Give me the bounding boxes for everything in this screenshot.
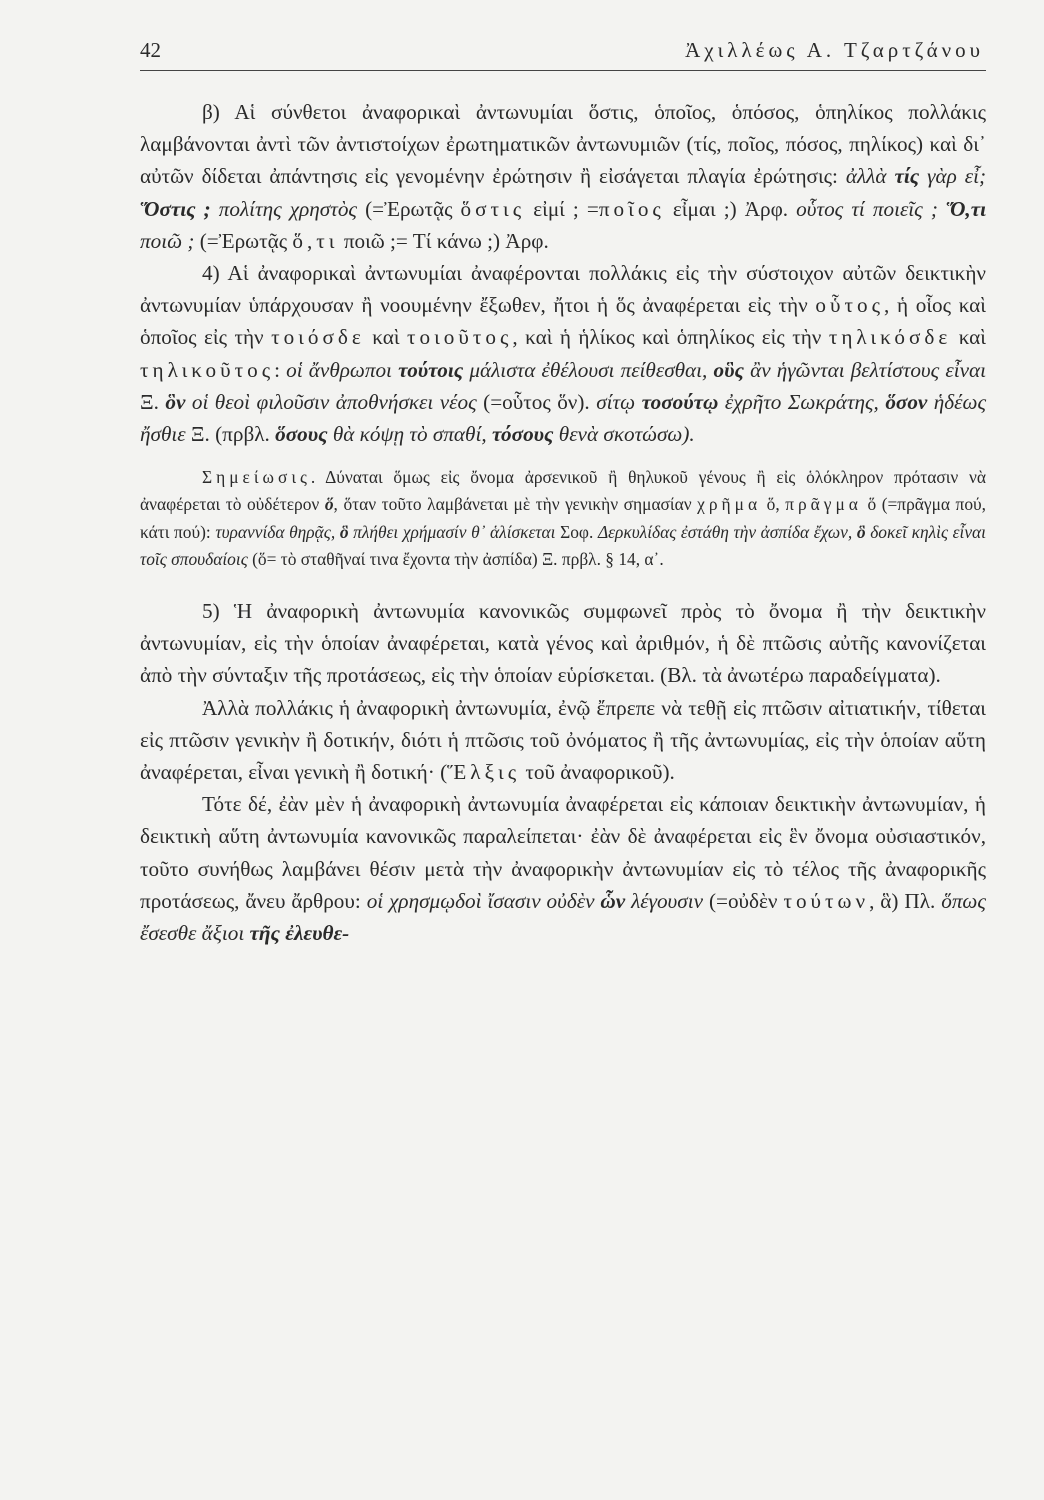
paragraph-compound-relatives: β) Αἱ σύνθετοι ἀναφορικαὶ ἀντωνυμίαι ὅστις, ὁποῖος, ὁπόσος, ὁπηλίκος πολλάκις λαμβάνονται ἀντὶ τῶν ἀντιστοίχων ἐρωτηματικῶν ἀντωνυμιῶν (τίς, ποῖος, πόσος, πηλίκος) καὶ δι᾽ αὐτῶν δίδεται ἀπάντησις εἰς γενομένην ἐρώτησιν ἢ εἰσάγεται πλαγία ἐρώτησις: ἀλλὰ τίς γὰρ εἶ; Ὅστις ; πολίτης χρηστὸς (=Ἐρωτᾷς ὅστις εἰμί ; =ποῖος εἶμαι ;) Ἀρφ. οὗτος τί ποιεῖς ; Ὅ,τι ποιῶ ; (=Ἐρωτᾷς ὅ,τι ποιῶ ;= Τί κάνω ;) Ἀρφ. bbox=[140, 100, 987, 253]
paragraph-omission: Τότε δέ, ἐὰν μὲν ἡ ἀναφορικὴ ἀντωνυμία ἀναφέρεται εἰς κάποιαν δεικτικὴν ἀντωνυμίαν, ἡ δεικτικὴ αὕτη ἀντωνυμία κανονικῶς παραλείπεται· ἐὰν δὲ ἀναφέρεται εἰς ἓν ὄνομα οὐσιαστικόν, τοῦτο συνήθως λαμβάνει θέσιν μετὰ τὴν ἀναφορικὴν ἀντωνυμίαν εἰς τὸ τέλος τῆς ἀναφορικῆς προτάσεως, ἄνευ ἄρθρου: οἱ χρησμῳδοὶ ἴσασιν οὐδὲν ὧν λέγουσιν (=οὐδὲν τούτων, ἃ) Πλ. ὅπως ἔσεσθε ἄξιοι τῆς ἐλευθε- bbox=[140, 792, 986, 946]
running-head: Ἀχιλλέως Α. Τζαρτζάνου bbox=[685, 38, 984, 62]
page-body bbox=[140, 96, 986, 949]
paragraph-5: 5) Ἡ ἀναφορικὴ ἀντωνυμία κανονικῶς συμφωνεῖ πρὸς τὸ ὄνομα ἢ τὴν δεικτικὴν ἀντωνυμίαν, εἰς τὴν ὁποίαν ἀναφέρεται, κατὰ γένος καὶ ἀριθμόν, ἡ δὲ πτῶσις αὐτῆς κανονίζεται ἀπὸ τὴν σύνταξιν τῆς προτάσεως, εἰς τὴν ὁποίαν εὑρίσκεται. (Βλ. τὰ ἀνωτέρω παραδείγματα). bbox=[140, 599, 986, 688]
paragraph-attraction: Ἀλλὰ πολλάκις ἡ ἀναφορικὴ ἀντωνυμία, ἐνῷ ἔπρεπε νὰ τεθῇ εἰς πτῶσιν αἰτιατικήν, τίθεται εἰς πτῶσιν γενικὴν ἢ δοτικήν, διότι ἡ πτῶσις τοῦ ὀνόματος ἢ τῆς ἀντωνυμίας, εἰς τὴν ὁποίαν αὕτη ἀναφέρεται, εἶναι γενικὴ ἢ δοτική· (Ἕλξις τοῦ ἀναφορικοῦ). bbox=[140, 695, 986, 785]
page-number: 42 bbox=[140, 38, 161, 62]
page-header bbox=[140, 36, 986, 71]
paragraph-4: 4) Αἱ ἀναφορικαὶ ἀντωνυμίαι ἀναφέρονται πολλάκις εἰς τὴν σύστοιχον αὐτῶν δεικτικὴν ἀντωνυμίαν ὑπάρχουσαν ἢ νοουμένην ἔξωθεν, ἤτοι ἡ ὅς ἀναφέρεται εἰς τὴν οὗτος, ἡ οἷος καὶ ὁποῖος εἰς τὴν τοιόσδε καὶ τοιοῦτος, καὶ ἡ ἡλίκος καὶ ὁπηλίκος εἰς τὴν τηλικόσδε καὶ τηλικοῦτος: οἱ ἄνθρωποι τούτοις μάλιστα ἐθέλουσι πείθεσθαι, οὓς ἂν ἡγῶνται βελτίστους εἶναι Ξ. ὃν οἱ θεοὶ φιλοῦσιν ἀποθνήσκει νέος (=οὗτος ὅν). σίτῳ τοσούτῳ ἐχρῆτο Σωκράτης, ὅσον ἡδέως ἤσθιε Ξ. (πρβλ. ὅσους θὰ κόψῃ τὸ σπαθί, τόσους θενὰ σκοτώσω). bbox=[140, 261, 987, 447]
note-paragraph: Σημείωσις. Δύναται ὅμως εἰς ὄνομα ἀρσενικοῦ ἢ θηλυκοῦ γένους ἢ εἰς ὁλόκληρον πρότασιν νὰ ἀναφέρεται τὸ οὐδέτερον ὅ, ὅταν τοῦτο λαμβάνεται μὲ τὴν γενικὴν σημασίαν χρῆμα ὅ, πρᾶγμα ὅ (=πρᾶγμα πού, κάτι πού): τυραννίδα θηρᾷς, ὃ πλήθει χρήμασίν θ᾽ ἁλίσκεται Σοφ. Δερκυλίδας ἐστάθη τὴν ἀσπίδα ἔχων, ὃ δοκεῖ κηλὶς εἶναι τοῖς σπουδαίοις (ὅ= τὸ σταθῆναί τινα ἔχοντα τὴν ἀσπίδα) Ξ. πρβλ. § 14, α᾽. bbox=[140, 467, 987, 569]
